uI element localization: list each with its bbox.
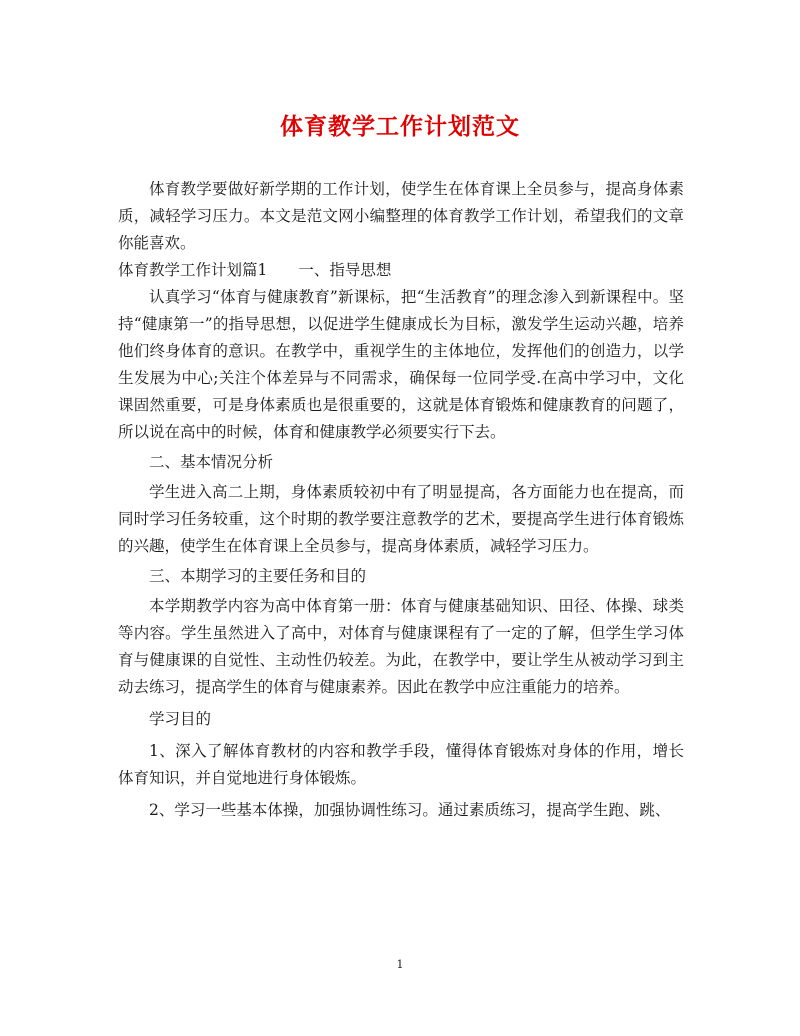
guiding-thought-paragraph: 认真学习“体育与健康教育”新课标，把“生活教育”的理念渗入到新课程中。坚持“健康第一”的指导思想，以促进学生健康成长为目标，激发学生运动兴趣，培养他们终身体育的意识。在教学中，重视学生的主体地位，发挥他们的创造力，以学生发展为中心;关注个体差异与不同需求，确保每一位同学受.在高中学习中，文化课固然重要，可是身体素质也是很重要的，这就是体育锻炼和健康教育的问题了，所以说在高中的时候，体育和健康教学必须要实行下去。: [118, 288, 684, 441]
learning-purpose-item-2: 2、学习一些基本体操，加强协调性练习。通过素质练习，提高学生跑、跳、: [149, 801, 671, 819]
section-heading-basic-analysis: 二、基本情况分析: [149, 453, 274, 471]
page-number: 1: [396, 958, 404, 971]
section-heading-plan-one: 体育教学工作计划篇1 一、指导思想: [118, 261, 392, 279]
learning-purpose-item-1: 1、深入了解体育教材的内容和教学手段，懂得体育锻炼对身体的作用，增长体育知识，并自觉地进行身体锻炼。: [118, 742, 684, 787]
section-heading-learning-purpose: 学习目的: [149, 710, 212, 728]
document-title: 体育教学工作计划范文: [280, 113, 520, 140]
section-heading-main-tasks: 三、本期学习的主要任务和目的: [149, 567, 367, 585]
basic-analysis-paragraph: 学生进入高二上期，身体素质较初中有了明显提高，各方面能力也在提高，而同时学习任务较重，这个时期的教学要注意教学的艺术，要提高学生进行体育锻炼的兴趣，使学生在体育课上全员参与，提高身体素质，减轻学习压力。: [118, 483, 684, 555]
document-body: [118, 176, 684, 824]
intro-paragraph: 体育教学要做好新学期的工作计划，使学生在体育课上全员参与，提高身体素质，减轻学习压力。本文是范文网小编整理的体育教学工作计划，希望我们的文章你能喜欢。: [118, 180, 684, 252]
main-tasks-paragraph: 本学期教学内容为高中体育第一册：体育与健康基础知识、田径、体操、球类等内容。学生虽然进入了高中，对体育与健康课程有了一定的了解，但学生学习体育与健康课的自觉性、主动性仍较差。为此，在教学中，要让学生从被动学习到主动去练习，提高学生的体育与健康素养。因此在教学中应注重能力的培养。: [118, 597, 684, 696]
